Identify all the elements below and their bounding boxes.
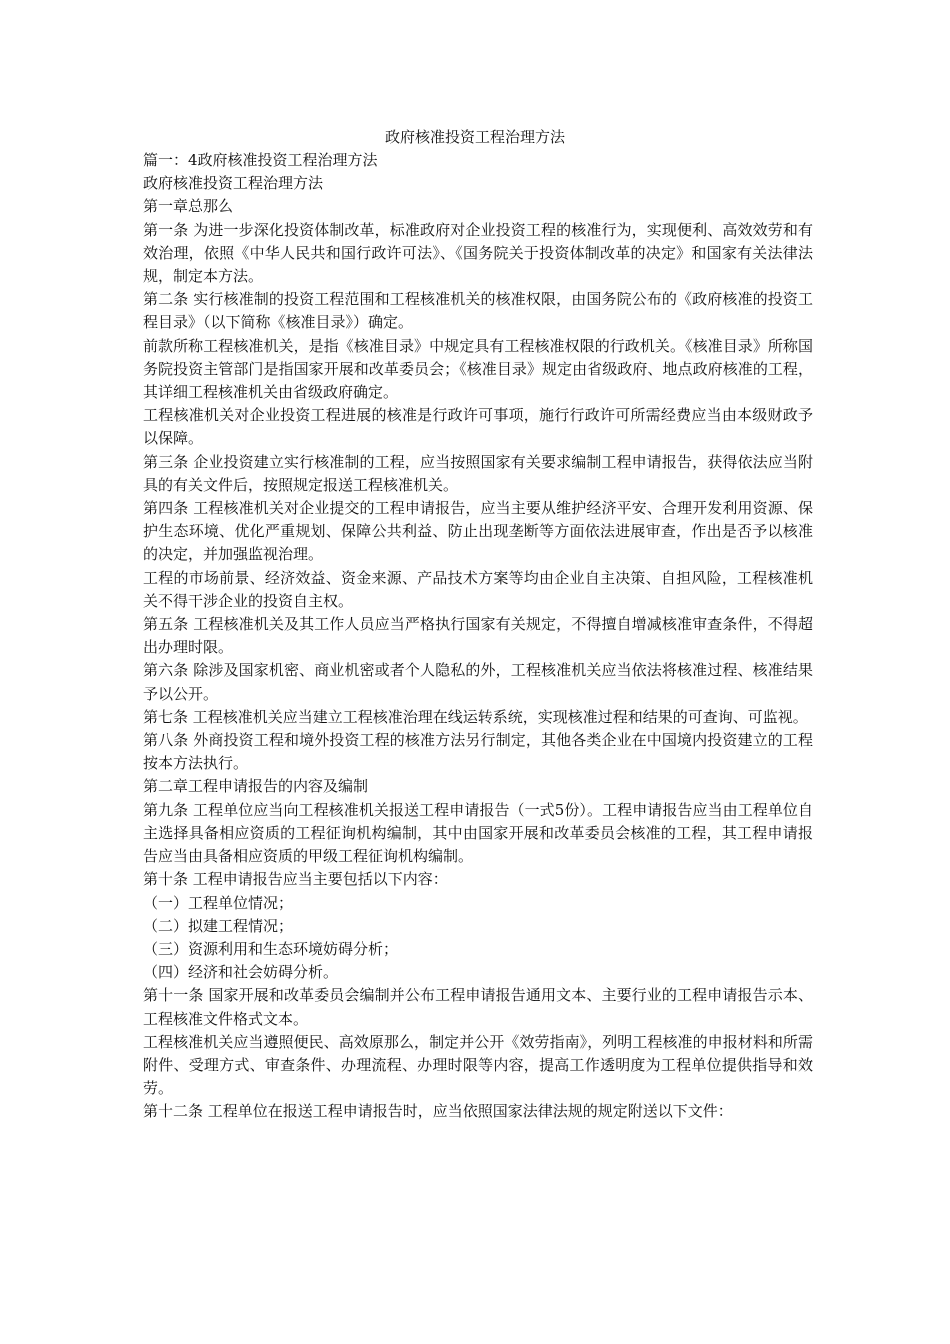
list-item: （四）经济和社会妨碍分析。 [143, 963, 339, 982]
paragraph: 工程的市场前景、经济效益、资金来源、产品技术方案等均由企业自主决策、自担风险，工程核准机关不得干涉企业的投资自主权。 [143, 568, 813, 610]
paragraph: 工程核准机关对企业投资工程进展的核准是行政许可事项，施行行政许可所需经费应当由本级财政予以保障。 [143, 406, 813, 448]
list-item: （一）工程单位情况； [143, 893, 294, 912]
paragraph: 第七条 工程核准机关应当建立工程核准治理在线运转系统，实现核准过程和结果的可查询、可监视。 [143, 707, 808, 726]
chapter-heading: 第二章工程申请报告的内容及编制 [143, 777, 369, 796]
paragraph: 篇一：4政府核准投资工程治理方法 [143, 151, 378, 169]
document-title: 政府核准投资工程治理方法 [384, 128, 565, 146]
paragraph: 第三条 企业投资建立实行核准制的工程，应当按照国家有关要求编制工程申请报告，获得依法应当附具的有关文件后，按照规定报送工程核准机关。 [143, 452, 813, 494]
list-item: （三）资源利用和生态环境妨碍分析； [143, 939, 399, 958]
paragraph: 第五条 工程核准机关及其工作人员应当严格执行国家有关规定，不得擅自增减核准审查条件，不得超出办理时限。 [143, 615, 813, 657]
paragraph: 第一条 为进一步深化投资体制改革，标准政府对企业投资工程的核准行为，实现便利、高效效劳和有效治理，依照《中华人民共和国行政许可法》、《国务院关于投资体制改革的决定》和国家有关法律法规，制定本方法。 [143, 220, 813, 286]
paragraph: 第十条 工程申请报告应当主要包括以下内容： [143, 870, 448, 889]
paragraph: 政府核准投资工程治理方法 [143, 174, 324, 193]
paragraph: 第十一条 国家开展和改革委员会编制并公布工程申请报告通用文本、主要行业的工程申请报告示本、工程核准文件格式文本。 [143, 986, 813, 1028]
paragraph: 工程核准机关应当遵照便民、高效原那么，制定并公开《效劳指南》，列明工程核准的申报材料和所需附件、受理方式、审查条件、办理流程、办理时限等内容，提高工作透明度为工程单位提供指导和效劳。 [143, 1032, 813, 1098]
paragraph: 第九条 工程单位应当向工程核准机关报送工程申请报告（一式5份）。工程申请报告应当由工程单位自主选择具备相应资质的工程征询机构编制，其中由国家开展和改革委员会核准的工程，其工程申请报告应当由具备相应资质的甲级工程征询机构编制。 [143, 800, 813, 866]
list-item: （二）拟建工程情况； [143, 916, 294, 935]
document-body [143, 149, 813, 1124]
chapter-heading: 第一章总那么 [143, 197, 234, 216]
paragraph: 第四条 工程核准机关对企业提交的工程申请报告，应当主要从维护经济平安、合理开发利用资源、保护生态环境、优化严重规划、保障公共利益、防止出现垄断等方面依法进展审查，作出是否予以核准的决定，并加强监视治理。 [143, 499, 813, 564]
paragraph: 前款所称工程核准机关，是指《核准目录》中规定具有工程核准权限的行政机关。《核准目录》所称国务院投资主管部门是指国家开展和改革委员会；《核准目录》规定由省级政府、地点政府核准的工程，其详细工程核准机关由省级政府确定。 [143, 336, 813, 402]
paragraph: 第二条 实行核准制的投资工程范围和工程核准机关的核准权限，由国务院公布的《政府核准的投资工程目录》（以下简称《核准目录》）确定。 [143, 290, 813, 332]
paragraph: 第八条 外商投资工程和境外投资工程的核准方法另行制定，其他各类企业在中国境内投资建立的工程按本方法执行。 [143, 731, 813, 773]
paragraph: 第十二条 工程单位在报送工程申请报告时，应当依照国家法律法规的规定附送以下文件： [143, 1102, 733, 1121]
paragraph: 第六条 除涉及国家机密、商业机密或者个人隐私的外，工程核准机关应当依法将核准过程、核准结果予以公开。 [143, 661, 813, 703]
